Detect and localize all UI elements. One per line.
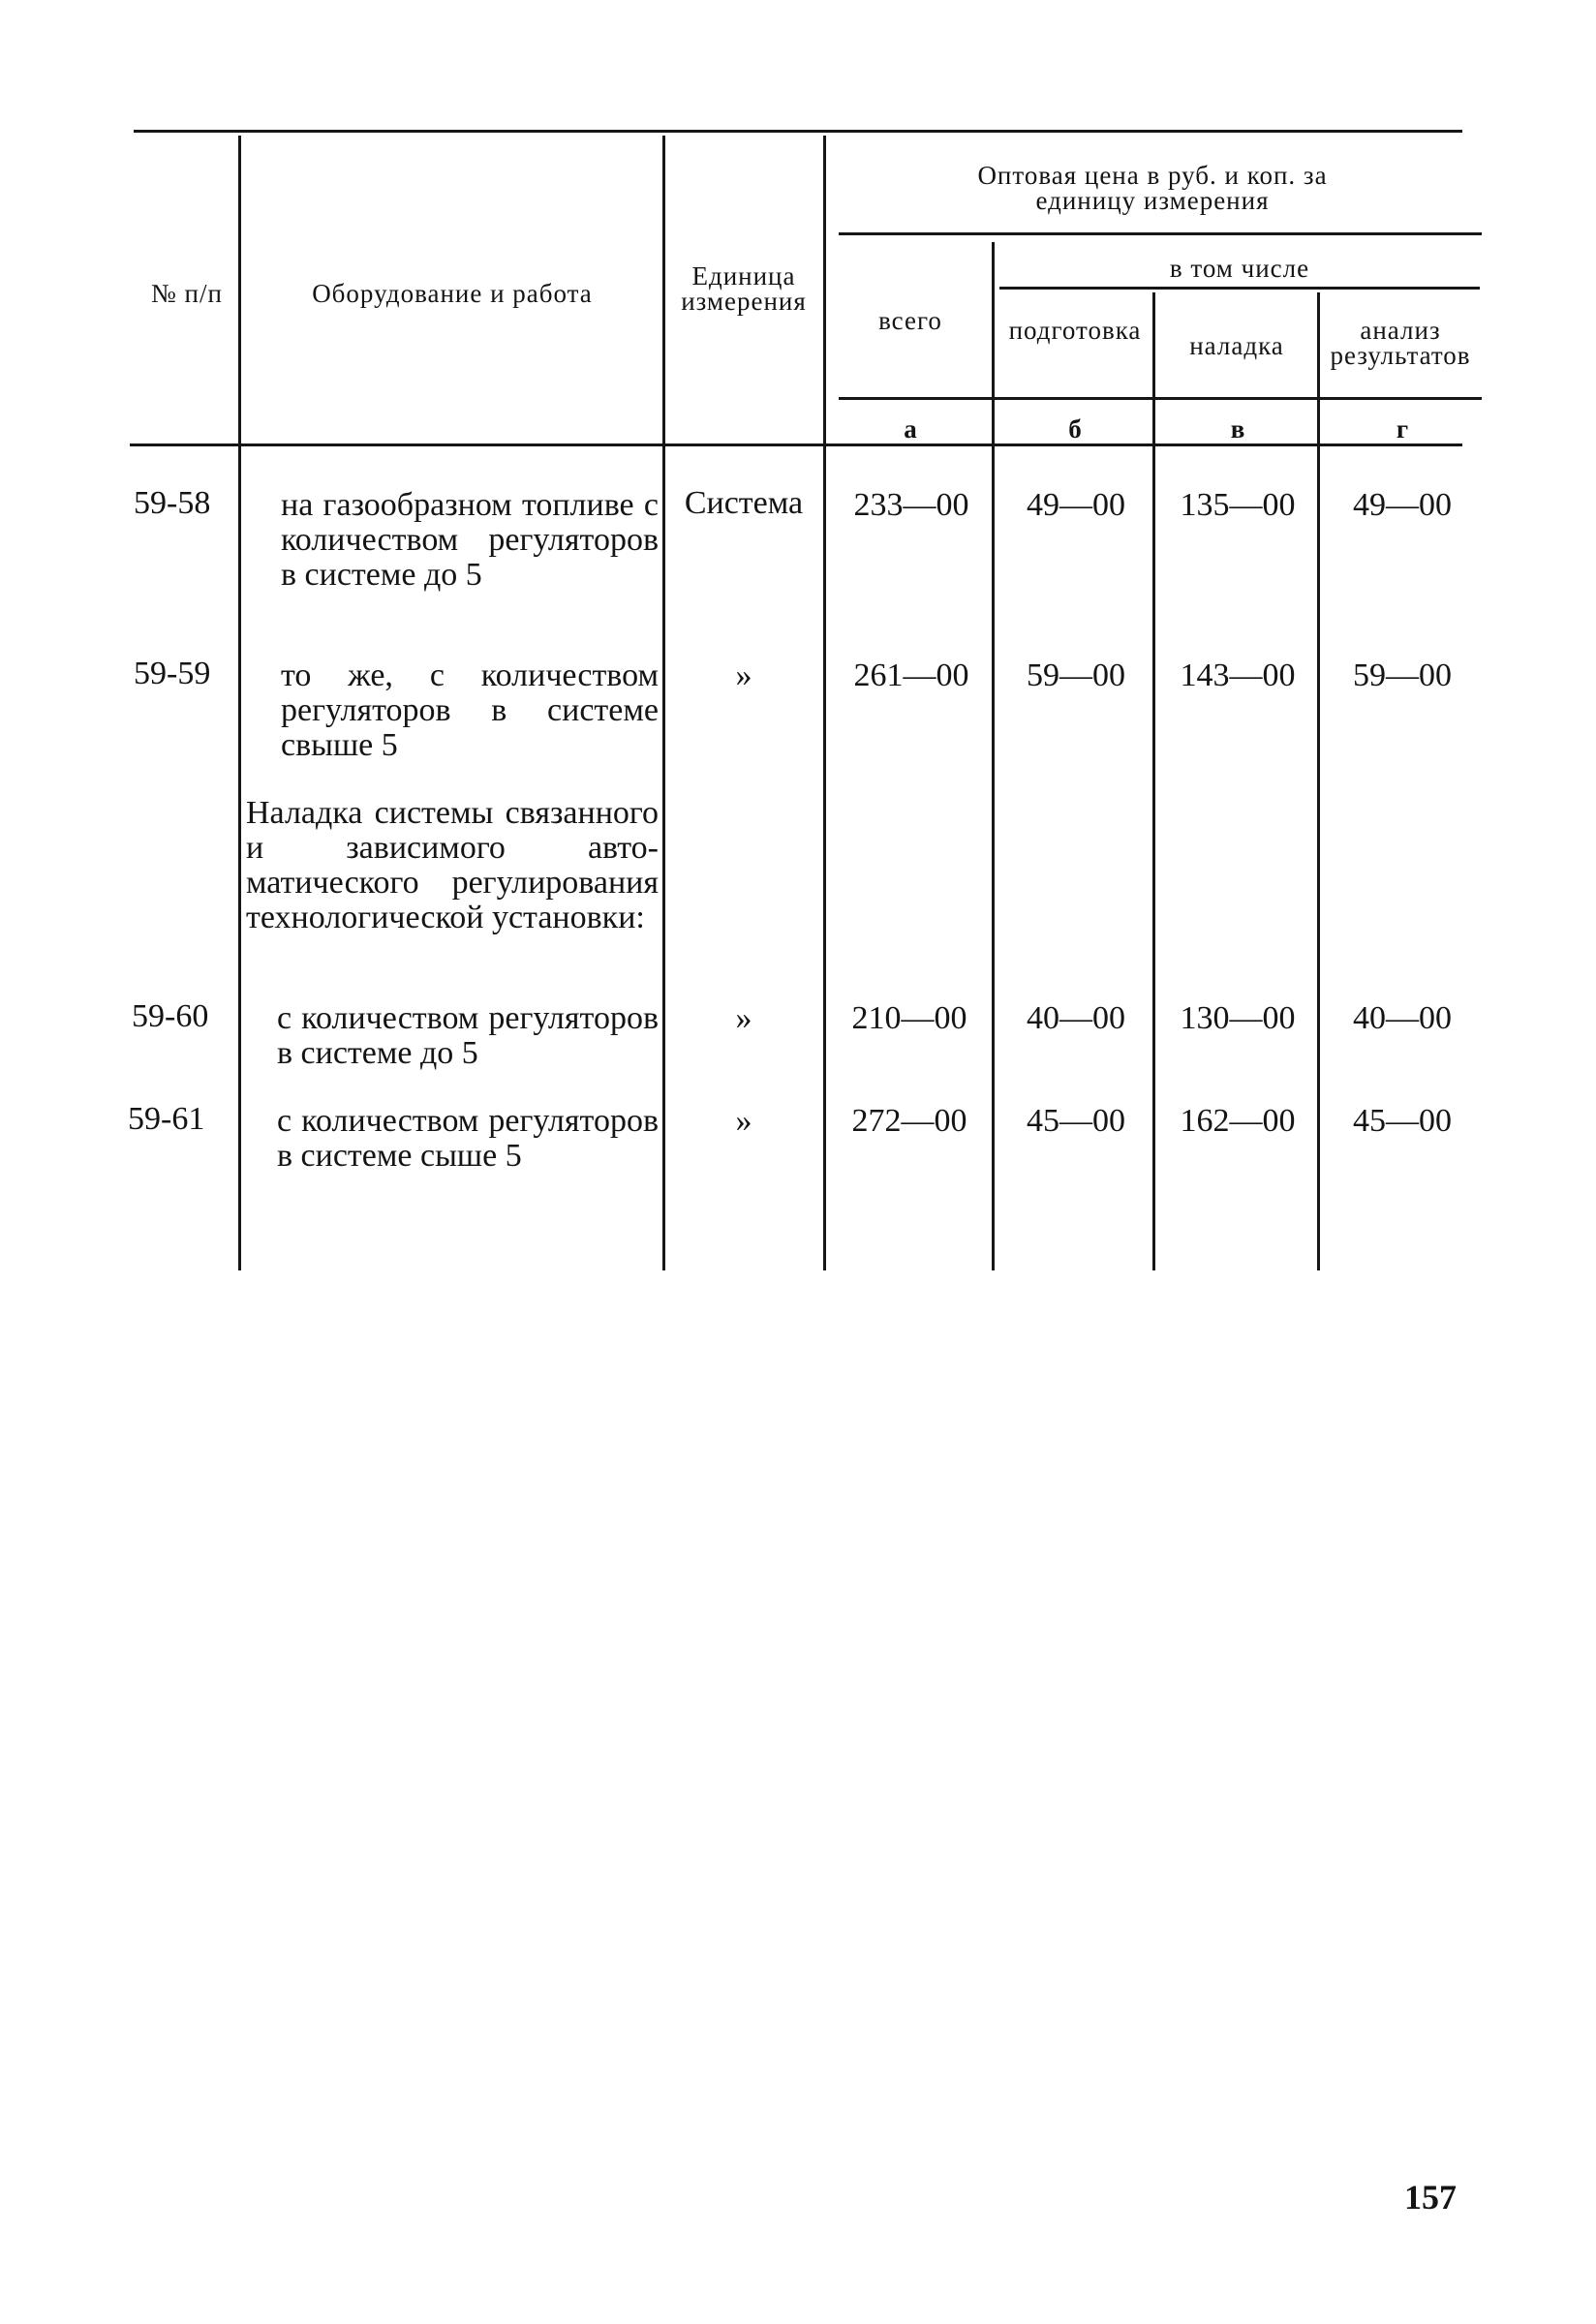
col-divider-2 bbox=[662, 136, 665, 1270]
row-setup: 143—00 bbox=[1180, 657, 1296, 693]
table-top-rule bbox=[134, 130, 1462, 133]
row-prep: 49—00 bbox=[1027, 487, 1125, 523]
header-prep: подготовка bbox=[1008, 316, 1142, 345]
header-price-group: Оптовая цена в руб. и коп. за единицу измерения bbox=[977, 161, 1328, 215]
col-divider-4 bbox=[992, 242, 995, 1270]
row-analysis: 49—00 bbox=[1353, 487, 1452, 523]
header-analysis: анализ результатов bbox=[1330, 316, 1471, 370]
col-letter-d: г bbox=[1396, 414, 1409, 443]
including-rule bbox=[999, 287, 1480, 290]
row-number: 59-61 bbox=[128, 1101, 205, 1137]
row-total: 272—00 bbox=[851, 1103, 967, 1139]
header-unit: Единица измерения bbox=[681, 261, 807, 316]
row-description: с количеством регуляторов в системе до 5 bbox=[277, 1000, 659, 1071]
letter-row-rule bbox=[839, 397, 1482, 400]
col-divider-1 bbox=[238, 136, 241, 1270]
header-num: № п/п bbox=[151, 279, 223, 308]
header-including: в том числе bbox=[1169, 254, 1310, 283]
header-equipment: Оборудование и работа bbox=[312, 279, 593, 308]
row-total: 233—00 bbox=[853, 487, 969, 523]
row-setup: 130—00 bbox=[1180, 1000, 1296, 1036]
row-description: на газообразном топливе с количеством регуляторов в системе до 5 bbox=[281, 487, 659, 593]
row-analysis: 45—00 bbox=[1353, 1103, 1452, 1139]
col-letter-b: б bbox=[1068, 414, 1082, 443]
row-unit: » bbox=[735, 1000, 752, 1036]
row-setup: 135—00 bbox=[1180, 487, 1296, 523]
row-number: 59-60 bbox=[132, 998, 209, 1034]
header-total: всего bbox=[878, 306, 942, 335]
col-letter-c: в bbox=[1230, 414, 1245, 443]
row-analysis: 40—00 bbox=[1353, 1000, 1452, 1036]
row-analysis: 59—00 bbox=[1353, 657, 1452, 693]
price-group-rule bbox=[839, 232, 1482, 235]
col-divider-6 bbox=[1317, 292, 1320, 1270]
row-description: с количеством регуляторов в системе сыше 5 bbox=[277, 1103, 659, 1174]
row-unit: » bbox=[735, 1103, 752, 1139]
row-total: 261—00 bbox=[853, 657, 969, 693]
row-setup: 162—00 bbox=[1180, 1103, 1296, 1139]
row-description: то же, с количеством регуляторов в системе свыше 5 bbox=[281, 657, 659, 763]
row-number: 59-59 bbox=[134, 656, 211, 691]
row-prep: 45—00 bbox=[1027, 1103, 1125, 1139]
row-prep: 40—00 bbox=[1027, 1000, 1125, 1036]
section-heading: Наладка системы связанного и зависимого автоматического регулирования технологической установки: bbox=[246, 795, 659, 935]
col-letter-a: а bbox=[904, 414, 917, 443]
page-number: 157 bbox=[1404, 2178, 1457, 2217]
row-number: 59-58 bbox=[134, 485, 211, 521]
row-total: 210—00 bbox=[851, 1000, 967, 1036]
header-setup: наладка bbox=[1189, 331, 1284, 360]
row-unit: » bbox=[735, 657, 752, 693]
row-prep: 59—00 bbox=[1027, 657, 1125, 693]
col-divider-3 bbox=[823, 136, 826, 1270]
row-unit: Система bbox=[684, 485, 804, 521]
